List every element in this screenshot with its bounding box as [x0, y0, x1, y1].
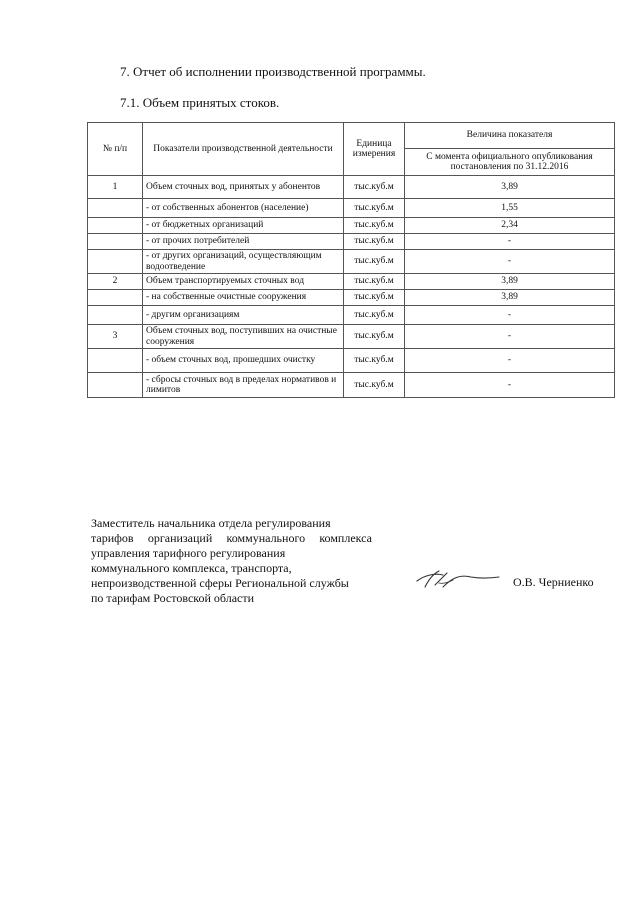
table-row: [88, 218, 615, 234]
table-row: [88, 306, 615, 325]
row-indicator-cell: - от прочих потребителей: [143, 234, 344, 250]
signer-title-line: управления тарифного регулирования: [91, 546, 286, 560]
row-value-cell: -: [405, 373, 615, 398]
table-body: [88, 176, 615, 398]
stock-volume-table: [87, 122, 615, 398]
header-indicator: Показатели производственной деятельности: [143, 123, 344, 176]
row-num-cell: 3: [88, 325, 143, 349]
header-value-period: С момента официального опубликования постановления по 31.12.2016: [405, 149, 615, 176]
row-num-cell: [88, 290, 143, 306]
row-unit-cell: тыс.куб.м: [344, 373, 405, 398]
row-num-cell: [88, 373, 143, 398]
row-unit-cell: тыс.куб.м: [344, 218, 405, 234]
handwritten-signature: [413, 565, 503, 591]
row-indicator-cell: Объем транспортируемых сточных вод: [143, 274, 344, 290]
row-num-cell: [88, 218, 143, 234]
section-heading: 7. Отчет об исполнении производственной программы.: [120, 64, 426, 79]
row-value-cell: 2,34: [405, 218, 615, 234]
row-value-cell: -: [405, 234, 615, 250]
row-unit-cell: тыс.куб.м: [344, 250, 405, 274]
table-row: [88, 274, 615, 290]
row-indicator-cell: - другим организациям: [143, 306, 344, 325]
header-unit: Единица измерения: [344, 123, 405, 176]
row-indicator-cell: - объем сточных вод, прошедших очистку: [143, 349, 344, 373]
table-row: [88, 290, 615, 306]
row-num-cell: [88, 199, 143, 218]
signature-block: [91, 516, 372, 606]
row-num-cell: [88, 306, 143, 325]
row-unit-cell: тыс.куб.м: [344, 325, 405, 349]
signer-title-line: Заместитель начальника отдела регулирования: [91, 516, 331, 530]
row-value-cell: -: [405, 325, 615, 349]
row-unit-cell: тыс.куб.м: [344, 234, 405, 250]
row-indicator-cell: Объем сточных вод, поступивших на очистные сооружения: [143, 325, 344, 349]
row-value-cell: 1,55: [405, 199, 615, 218]
row-unit-cell: тыс.куб.м: [344, 349, 405, 373]
table-row: [88, 199, 615, 218]
row-num-cell: [88, 234, 143, 250]
subsection-heading: 7.1. Объем принятых стоков.: [120, 95, 280, 110]
signer-title-line: непроизводственной сферы Региональной службы: [91, 576, 349, 590]
row-num-cell: [88, 250, 143, 274]
row-indicator-cell: Объем сточных вод, принятых у абонентов: [143, 176, 344, 199]
table-row: [88, 349, 615, 373]
row-unit-cell: тыс.куб.м: [344, 274, 405, 290]
row-unit-cell: тыс.куб.м: [344, 290, 405, 306]
table-row: [88, 373, 615, 398]
signer-title-line: коммунального комплекса, транспорта,: [91, 561, 292, 575]
row-value-cell: 3,89: [405, 290, 615, 306]
table-row: [88, 250, 615, 274]
table-row: [88, 176, 615, 199]
row-indicator-cell: - от других организаций, осуществляющим водоотведение: [143, 250, 344, 274]
row-indicator-cell: - сбросы сточных вод в пределах нормативов и лимитов: [143, 373, 344, 398]
row-value-cell: -: [405, 349, 615, 373]
row-num-cell: 2: [88, 274, 143, 290]
signer-title-line: тарифов организаций коммунального комплекса: [91, 531, 372, 545]
row-value-cell: 3,89: [405, 176, 615, 199]
table-row: [88, 234, 615, 250]
row-indicator-cell: - от собственных абонентов (население): [143, 199, 344, 218]
signer-title-line: по тарифам Ростовской области: [91, 591, 255, 605]
table-row: [88, 325, 615, 349]
header-value-group: Величина показателя: [405, 123, 615, 149]
signer-name: О.В. Черниенко: [513, 575, 594, 589]
row-unit-cell: тыс.куб.м: [344, 176, 405, 199]
row-num-cell: [88, 349, 143, 373]
row-num-cell: 1: [88, 176, 143, 199]
row-value-cell: 3,89: [405, 274, 615, 290]
row-indicator-cell: - на собственные очистные сооружения: [143, 290, 344, 306]
row-value-cell: -: [405, 306, 615, 325]
header-num: № п/п: [88, 123, 143, 176]
row-unit-cell: тыс.куб.м: [344, 306, 405, 325]
row-unit-cell: тыс.куб.м: [344, 199, 405, 218]
row-value-cell: -: [405, 250, 615, 274]
row-indicator-cell: - от бюджетных организаций: [143, 218, 344, 234]
